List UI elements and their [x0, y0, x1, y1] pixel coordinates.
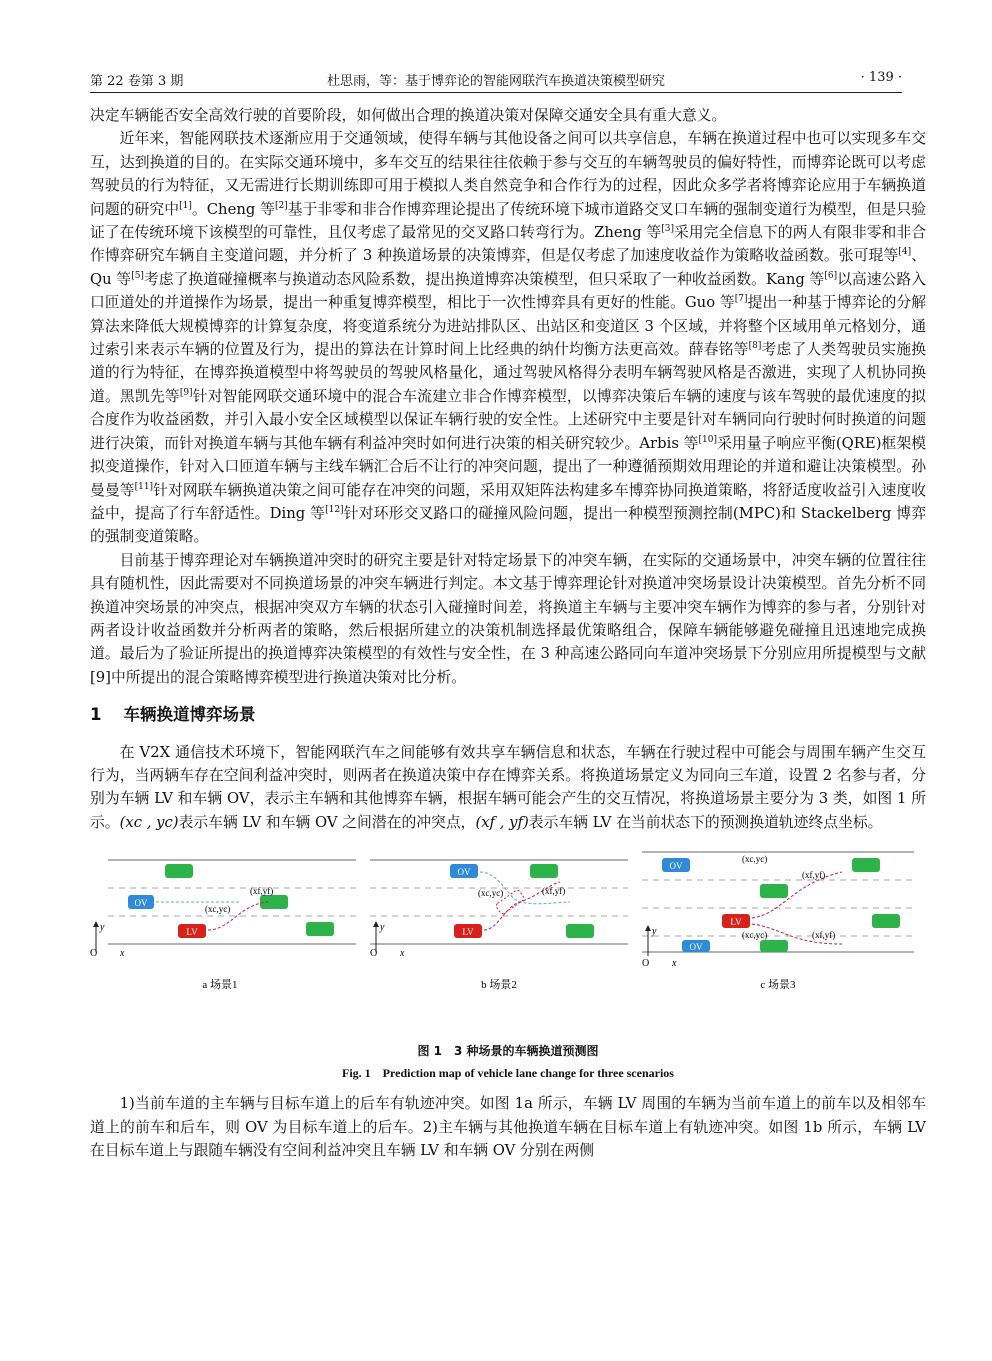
section-heading — [90, 703, 926, 726]
endpoint-symbol: (xf , yf) — [475, 813, 529, 831]
other-vehicle — [530, 864, 558, 878]
journal-volume: 第 22 卷第 3 期 — [90, 74, 184, 89]
citation[interactable]: [8] — [748, 341, 762, 352]
other-vehicle — [852, 858, 880, 872]
paragraph-scenario: 在 V2X 通信技术环境下，智能网联汽车之间能够有效共享车辆信息和状态，车辆在行驶过程中可能会与周围车辆产生交互行为，当两辆车存在空间利益冲突时，则两者在换道决策中存在博弈关系。将换道场景定义为同向三车道，设置 2 名参与者，分别为车辆 LV 和车辆 OV，表示主车辆和其他博弈车辆，根据车辆可能会产生的交互情况，将换道场景主要分为 3 类，如图 1 所示。(xc , yc)表示车辆 LV 和车辆 OV 之间潜在的冲突点，(xf , yf)表示车辆 LV 在当前状态下的预测换道轨迹终点坐标。 — [90, 743, 926, 831]
other-vehicle — [760, 884, 788, 898]
panel-c — [642, 852, 914, 991]
svg-text:x: x — [120, 948, 125, 960]
section-title: 车辆换道博弈场景 — [123, 705, 256, 725]
figure-caption-en: Fig. 1 Prediction map of vehicle lane change for three scenarios — [342, 1066, 674, 1081]
citation[interactable]: [5] — [131, 270, 144, 281]
figure-caption-cn: 图 1 3 种场景的车辆换道预测图 — [417, 1044, 599, 1059]
conflict-point-symbol: (xc , yc) — [119, 813, 179, 831]
svg-text:(xf,yf): (xf,yf) — [250, 886, 274, 897]
paragraph-continued: 决定车辆能否安全高效行驶的首要阶段，如何做出合理的换道决策对保障交通安全具有重大意义。 — [90, 107, 727, 124]
article-running-title: 杜思雨，等：基于博弈论的智能网联汽车换道决策模型研究 — [326, 74, 665, 89]
svg-text:OV: OV — [689, 942, 703, 953]
other-vehicle — [165, 864, 193, 878]
other-vehicle — [260, 895, 288, 909]
svg-text:y: y — [652, 926, 657, 938]
other-vehicle — [566, 924, 594, 938]
svg-text:(xc,yc): (xc,yc) — [742, 854, 768, 865]
running-header — [90, 66, 902, 93]
citation[interactable]: [11] — [134, 481, 154, 492]
svg-text:O: O — [642, 958, 650, 970]
lane-change-diagram — [90, 844, 926, 1040]
paragraph-literature-review: 近年来，智能网联技术逐渐应用于交通领域，使得车辆与其他设备之间可以共享信息，车辆在换道过程中也可以实现多车交互，达到换道的目的。在实际交通环境中，多车交互的结果往往依赖于参与交互的车辆驾驶员的偏好特性，而博弈论既可以考虑驾驶员的行为特征，又无需进行长期训练即可用于模拟人类自然竞争和合作行为的过程，因此众多学者将博弈论应用于车辆换道问题的研究中[1]。Cheng 等[2]基于非零和非合作博弈理论提出了传统环境下城市道路交叉口车辆的强制变道行为模型，但是只验证了在传统环境下该模型的可靠性，且仅考虑了最常见的交叉路口转弯行为。Zheng 等[3]采用完全信息下的两人有限非零和非合作博弈研究车辆自主变道问题，并分析了 3 种换道场景的决策博弈，但是仅考虑了加速度收益作为策略收益函数。张可琨等[4]、Qu 等[5]考虑了换道碰撞概率与换道动态风险系数，提出换道博弈决策模型，但只采取了一种收益函数。Kang 等[6]以高速公路入口匝道处的并道操作为场景，提出一种重复博弈模型，相比于一次性博弈具有更好的性能。Guo 等[7]提出一种基于博弈论的分解算法来降低大规模博弈的计算复杂度，将变道系统分为进站排队区、出站区和变道区 3 个区域，并将整个区域用单元格划分，通过索引来表示车辆的位置及行为，提出的算法在计算时间上比经典的纳什均衡方法更高效。薛春铭等[8]考虑了人类驾驶员实施换道的行为特征，在博弈换道模型中将驾驶员的驾驶风格量化，通过驾驶风格得分表明车辆驾驶风格是否激进，实现了人机协同换道。黑凯先等[9]针对智能网联交通环境中的混合车流建立非合作博弈模型，以博弈决策后车辆的速度与该车驾驶的最优速度的拟合度作为收益函数，并引入最小安全区域模型以保证车辆行驶的安全性。上述研究中主要是针对车辆同向行驶时何时换道的问题进行决策，而针对换道车辆与其他车辆有利益冲突时如何进行决策的相关研究较少。Arbis 等[10]采用量子响应平衡(QRE)框架模拟变道操作，针对入口匝道车辆与主线车辆汇合后不让行的冲突问题，提出了一种遵循预期效用理论的并道和避让决策模型。孙曼曼等[11]针对网联车辆换道决策之间可能存在冲突的问题，采用双矩阵法构建多车博弈协同换道策略，将舒适度收益引入速度收益中，提高了行车舒适性。Ding 等[12]针对环形交叉路口的碰撞风险问题，提出一种模型预测控制(MPC)和 Stackelberg 博弈的强制变道策略。 — [90, 130, 927, 546]
svg-text:LV: LV — [462, 927, 474, 938]
svg-text:OV: OV — [669, 861, 683, 872]
panel-b — [370, 860, 628, 991]
svg-text:(xc,yc): (xc,yc) — [478, 888, 504, 899]
panel-b-label: b 场景2 — [481, 979, 517, 992]
section-number: 1 — [90, 705, 102, 725]
article-body — [90, 104, 926, 1162]
paragraph-scenario-1: 1)当前车道的主车辆与目标车道上的后车有轨迹冲突。如图 1a 所示，车辆 LV 周围的车辆为当前车道上的前车以及相邻车道上的前车和后车，则 OV 为目标车道上的后车。2)主车辆与其他换道车辆在目标车道上有轨迹冲突。如图 1b 所示，车辆 LV 在目标车道上与跟随车辆没有空间利益冲突且车辆 LV 和车辆 OV 分别在两侧 — [90, 1095, 926, 1159]
svg-text:(xf,yf): (xf,yf) — [802, 870, 826, 881]
citation[interactable]: [12] — [325, 504, 344, 515]
svg-text:x: x — [400, 948, 405, 960]
panel-a — [90, 860, 356, 991]
citation[interactable]: [6] — [824, 270, 838, 281]
citation[interactable]: [3] — [661, 224, 674, 235]
svg-text:(xf,yf): (xf,yf) — [812, 930, 836, 941]
svg-text:OV: OV — [134, 898, 148, 909]
svg-text:y: y — [100, 922, 105, 934]
page-number: · 139 · — [860, 70, 902, 85]
other-vehicle — [306, 922, 334, 936]
citation[interactable]: [10] — [698, 434, 718, 445]
panel-a-label: a 场景1 — [202, 979, 238, 992]
svg-text:LV: LV — [186, 927, 198, 938]
svg-text:(xf,yf): (xf,yf) — [542, 886, 566, 897]
citation[interactable]: [4] — [898, 247, 912, 258]
citation[interactable]: [7] — [734, 294, 748, 305]
citation[interactable]: [2] — [274, 200, 288, 211]
svg-text:OV: OV — [457, 867, 471, 878]
svg-text:O: O — [370, 948, 378, 960]
other-vehicle — [872, 914, 900, 928]
svg-text:y: y — [380, 922, 385, 934]
citation[interactable]: [9] — [179, 387, 193, 398]
svg-text:x: x — [672, 958, 677, 970]
svg-text:O: O — [90, 948, 98, 960]
figure-1 — [90, 844, 926, 1040]
paragraph-motivation: 目前基于博弈理论对车辆换道冲突时的研究主要是针对特定场景下的冲突车辆，在实际的交通场景中，冲突车辆的位置往往具有随机性，因此需要对不同换道场景的冲突车辆进行判定。本文基于博弈理论针对换道冲突场景设计决策模型。首先分析不同换道冲突场景的冲突点，根据冲突双方车辆的状态引入碰撞时间差，将换道主车辆与主要冲突车辆作为博弈的参与者，分别针对两者设计收益函数并分析两者的策略，然后根据所建立的决策机制选择最优策略组合，保障车辆能够避免碰撞且迅速地完成换道。最后为了验证所提出的换道博弈决策模型的有效性与安全性，在 3 种高速公路同向车道冲突场景下分别应用所提模型与文献[9]中所提出的混合策略博弈模型进行换道决策对比分析。 — [90, 551, 926, 686]
svg-text:(xc,yc): (xc,yc) — [742, 930, 768, 941]
svg-text:(xc,yc): (xc,yc) — [205, 904, 231, 915]
other-vehicle — [760, 940, 788, 952]
svg-text:LV: LV — [730, 917, 742, 928]
panel-c-label: c 场景3 — [760, 979, 796, 992]
citation[interactable]: [1] — [179, 200, 192, 211]
